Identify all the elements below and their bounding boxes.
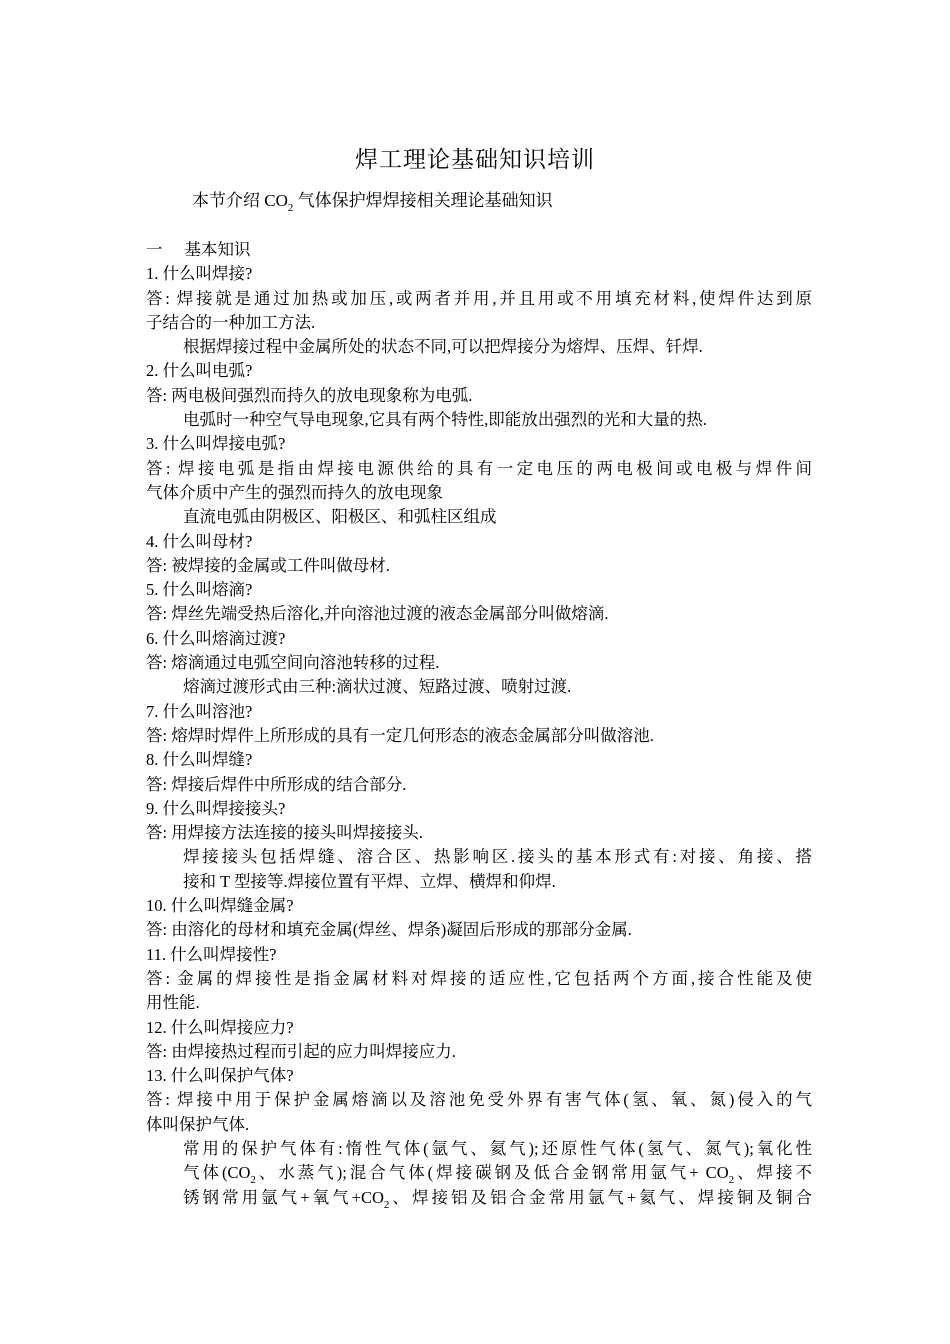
page-title: 焊工理论基础知识培训 [355,147,595,172]
note-line-2-part-2: 、水蒸气);混合气体(焊接碳钢及低合金钢常用氩气+ CO [255,1163,729,1183]
question-10: 10. 什么叫焊缝金属? [146,896,294,916]
section-label: 基本知识 [184,240,251,259]
document-body [146,238,812,1210]
question-4: 4. 什么叫母材? [146,531,253,551]
answer-6-line-1: 答: 熔滴通过电弧空间向溶池转移的过程. [146,653,440,673]
answer-11-line-1: 答: 金属的焊接性是指金属材料对焊接的适应性,它包括两个方面,接合性能及使 [146,968,812,988]
answer-13-note-line-1: 常用的保护气体有:惰性气体(氩气、氦气);还原性气体(氢气、氮气);氧化性 [183,1138,812,1158]
answer-13-line-2: 体叫保护气体. [146,1114,250,1134]
question-2: 2. 什么叫电弧? [146,361,253,381]
answer-13-note-line-2 [146,1161,812,1185]
page-subtitle [192,186,553,214]
note-line-2-subscript-1: 2 [250,1174,256,1187]
question-3: 3. 什么叫焊接电弧? [146,434,286,454]
answer-9-line-1: 答: 用焊接方法连接的接头叫焊接接头. [146,823,423,843]
note-line-2-part-3: 、焊接不 [734,1163,812,1183]
answer-1-line-1: 答: 焊接就是通过加热或加压,或两者并用,并且用或不用填充材料,使焊件达到原 [146,288,812,308]
question-13: 13. 什么叫保护气体? [146,1066,294,1086]
answer-6-note: 熔滴过渡形式由三种:滴状过渡、短路过渡、喷射过渡. [183,677,572,697]
subtitle-subscript: 2 [287,202,294,214]
answer-11-line-2: 用性能. [146,993,200,1013]
question-5: 5. 什么叫熔滴? [146,580,253,600]
answer-3-note: 直流电弧由阴极区、阳极区、和弧柱区组成 [183,507,497,527]
subtitle-text-after: 气体保护焊焊接相关理论基础知识 [293,191,553,210]
question-9: 9. 什么叫焊接接头? [146,798,286,818]
answer-9-note-line-2: 接和 T 型接等.焊接位置有平焊、立焊、横焊和仰焊. [183,871,556,891]
answer-1-note: 根据焊接过程中金属所处的状态不同,可以把焊接分为熔焊、压焊、钎焊. [183,337,703,357]
section-number: 一 [146,240,163,259]
answer-2-line-1: 答: 两电极间强烈而持久的放电现象称为电弧. [146,385,473,405]
answer-10-line-1: 答: 由溶化的母材和填充金属(焊丝、焊条)凝固后形成的那部分金属. [146,920,632,940]
note-line-3-part-1: 锈钢常用氩气+氧气+CO [183,1187,384,1207]
answer-5-line-1: 答: 焊丝先端受热后溶化,并向溶池过渡的液态金属部分叫做熔滴. [146,604,609,624]
question-11: 11. 什么叫焊接性? [146,944,277,964]
answer-7-line-1: 答: 熔焊时焊件上所形成的具有一定几何形态的液态金属部分叫做溶池. [146,725,654,745]
answer-4-line-1: 答: 被焊接的金属或工件叫做母材. [146,555,390,575]
note-line-3-part-2: 、焊接铝及铝合金常用氩气+氦气、焊接铜及铜合 [389,1187,812,1207]
question-12: 12. 什么叫焊接应力? [146,1017,294,1037]
answer-3-line-2: 气体介质中产生的强烈而持久的放电现象 [146,482,443,502]
section-heading [146,238,812,262]
answer-8-line-1: 答: 焊接后焊件中所形成的结合部分. [146,774,407,794]
question-7: 7. 什么叫溶池? [146,701,253,721]
note-line-2-subscript-2: 2 [728,1174,735,1187]
question-1: 1. 什么叫焊接? [146,264,253,284]
answer-2-note: 电弧时一种空气导电现象,它具有两个特性,即能放出强烈的光和大量的热. [183,410,707,430]
note-line-2-part-1: 气体(CO [183,1163,251,1183]
subtitle-text-before: 本节介绍 CO [192,191,288,210]
answer-12-line-1: 答: 由焊接热过程而引起的应力叫焊接应力. [146,1041,456,1061]
answer-13-note-line-3 [146,1186,812,1210]
answer-1-line-2: 子结合的一种加工方法. [146,312,316,332]
question-6: 6. 什么叫熔滴过渡? [146,628,286,648]
question-8: 8. 什么叫焊缝? [146,750,253,770]
note-line-3-subscript-1: 2 [383,1198,390,1211]
answer-3-line-1: 答: 焊接电弧是指由焊接电源供给的具有一定电压的两电极间或电极与焊件间 [146,458,812,478]
answer-13-line-1: 答: 焊接中用于保护金属熔滴以及溶池免受外界有害气体(氢、氧、氮)侵入的气 [146,1090,812,1110]
answer-9-note-line-1: 焊接接头包括焊缝、溶合区、热影响区.接头的基本形式有:对接、角接、搭 [183,847,812,867]
